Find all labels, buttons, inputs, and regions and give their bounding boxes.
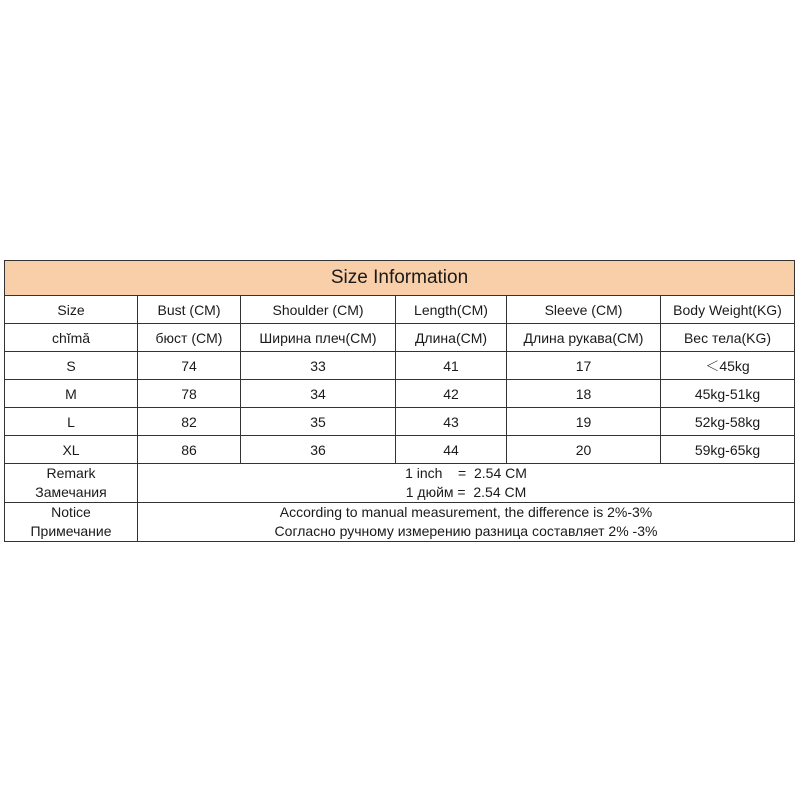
header-bust-ru: бюст (CM) (138, 324, 241, 352)
bust-cell: 74 (138, 352, 241, 380)
header-row-russian (5, 324, 795, 352)
body-weight-cell: ＜45kg (661, 352, 795, 380)
header-shoulder: Shoulder (CM) (241, 296, 396, 324)
remark-label-en: Remark (46, 465, 96, 481)
shoulder-cell: 35 (241, 408, 396, 436)
size-cell: M (5, 380, 138, 408)
remark-label-ru: Замечания (35, 484, 107, 500)
header-size-ru: chĭmă (5, 324, 138, 352)
remark-label (5, 464, 138, 503)
size-cell: S (5, 352, 138, 380)
notice-label-en: Notice (51, 504, 91, 520)
header-shoulder-ru: Ширина плеч(CM) (241, 324, 396, 352)
table-row (5, 436, 795, 464)
header-length: Length(CM) (396, 296, 507, 324)
length-cell: 42 (396, 380, 507, 408)
table-row (5, 380, 795, 408)
notice-row (5, 503, 795, 542)
body-weight-cell: 59kg-65kg (661, 436, 795, 464)
sleeve-cell: 20 (507, 436, 661, 464)
header-size: Size (5, 296, 138, 324)
header-sleeve: Sleeve (CM) (507, 296, 661, 324)
bust-cell: 86 (138, 436, 241, 464)
header-length-ru: Длина(CM) (396, 324, 507, 352)
sleeve-cell: 18 (507, 380, 661, 408)
table-row (5, 408, 795, 436)
size-cell: XL (5, 436, 138, 464)
remark-text-en: 1 inch = 2.54 CM (405, 465, 527, 481)
remark-row (5, 464, 795, 503)
sleeve-cell: 17 (507, 352, 661, 380)
notice-text (138, 503, 795, 542)
size-information-table (4, 260, 795, 542)
remark-text-ru: 1 дюйм = 2.54 CM (405, 484, 527, 500)
shoulder-cell: 33 (241, 352, 396, 380)
header-body-weight: Body Weight(KG) (661, 296, 795, 324)
notice-text-en: According to manual measurement, the difference is 2%-3% (279, 504, 653, 520)
remark-text (138, 464, 795, 503)
body-weight-cell: 45kg-51kg (661, 380, 795, 408)
bust-cell: 78 (138, 380, 241, 408)
length-cell: 41 (396, 352, 507, 380)
shoulder-cell: 34 (241, 380, 396, 408)
header-sleeve-ru: Длина рукава(CM) (507, 324, 661, 352)
notice-text-ru: Согласно ручному измерению разница составляет 2% -3% (274, 523, 658, 539)
notice-label-ru: Примечание (30, 523, 112, 539)
size-cell: L (5, 408, 138, 436)
header-body-weight-ru: Вес тела(KG) (661, 324, 795, 352)
table-row (5, 352, 795, 380)
sleeve-cell: 19 (507, 408, 661, 436)
notice-label (5, 503, 138, 542)
header-row-english (5, 296, 795, 324)
table-title: Size Information (5, 261, 795, 296)
body-weight-cell: 52kg-58kg (661, 408, 795, 436)
bust-cell: 82 (138, 408, 241, 436)
length-cell: 44 (396, 436, 507, 464)
shoulder-cell: 36 (241, 436, 396, 464)
header-bust: Bust (CM) (138, 296, 241, 324)
length-cell: 43 (396, 408, 507, 436)
